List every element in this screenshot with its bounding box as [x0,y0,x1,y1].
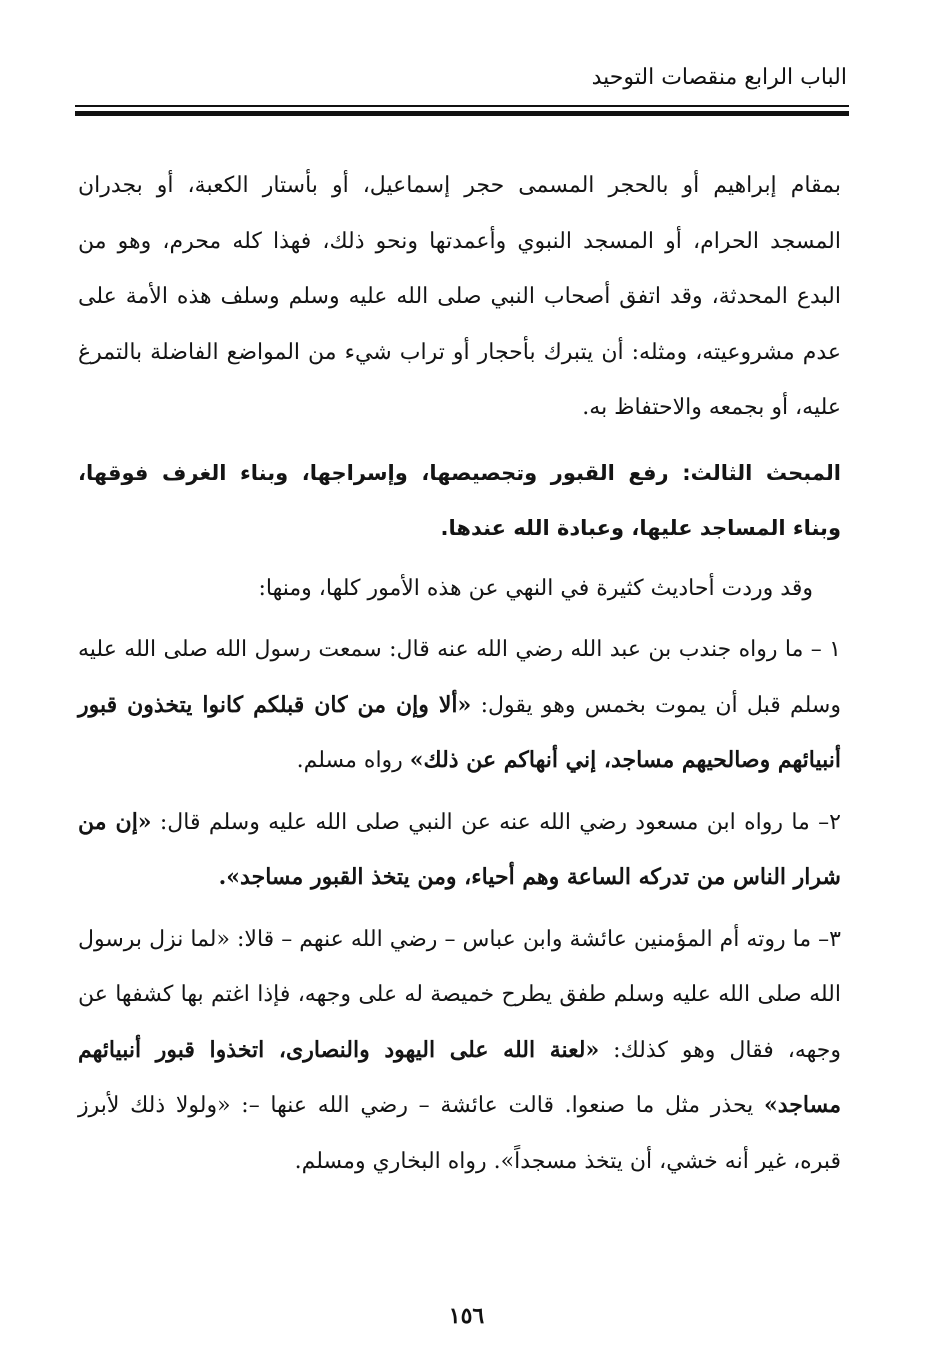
header-rule-thin [75,105,849,107]
section-heading: المبحث الثالث: رفع القبور وتجصيصها، وإسراجها، وبناء الغرف فوقها، وبناء المساجد عليها، وعبادة الله عندها. [78,460,841,540]
hadith-2-narration: ٢– ما رواه ابن مسعود رضي الله عنه عن النبي صلى الله عليه وسلم قال: [151,809,841,835]
paragraph-continuation: بمقام إبراهيم أو بالحجر المسمى حجر إسماعيل، أو بأستار الكعبة، أو بجدران المسجد الحرام، أو المسجد النبوي وأعمدتها ونحو ذلك، فهذا كله محرم، وهو من البدع المحدثة، وقد اتفق أصحاب النبي صلى الله عليه وسلم وسلف هذه الأمة على عدم مشروعيته، ومثله: أن يتبرك بأحجار أو تراب شيء من المواضع الفاضلة بالتمرغ عليه، أو بجمعه والاحتفاظ به. [78,173,841,420]
hadith-3-quote: «لعنة الله على اليهود والنصارى، اتخذوا قبور أنبيائهم مساجد» [78,1036,841,1118]
hadith-3 [78,912,841,1190]
running-header: الباب الرابع منقصات التوحيد [591,65,847,90]
hadith-2 [78,795,841,906]
header-rule-thick [75,111,849,116]
hadith-3-narration: ٣– ما روته أم المؤمنين عائشة وابن عباس – رضي الله عنهم – قالا: «لما نزل برسول الله صلى الله عليه وسلم طفق يطرح خميصة له على وجهه، فإذا اغتم بها كشفها عن وجهه، فقال وهو كذلك: [78,926,841,1063]
body-text [78,158,841,1189]
hadith-3-continuation: يحذر مثل ما صنعوا. قالت عائشة – رضي الله عنها –: «ولولا ذلك لأبرز قبره، غير أنه خشي، أن يتخذ مسجداً». رواه البخاري ومسلم. [78,1093,841,1174]
hadith-1 [78,622,841,789]
hadith-1-quote: «ألا وإن من كان قبلكم كانوا يتخذون قبور أنبيائهم وصالحيهم مساجد، إني أنهاكم عن ذلك» [78,691,841,773]
hadith-1-narration: ١ – ما رواه جندب بن عبد الله رضي الله عنه قال: سمعت رسول الله صلى الله عليه وسلم قبل أن يموت بخمس وهو يقول: [78,637,841,718]
paragraph-intro: وقد وردت أحاديث كثيرة في النهي عن هذه الأمور كلها، ومنها: [258,575,813,601]
hadith-1-source: رواه مسلم. [296,748,410,773]
hadith-2-quote: «إن من شرار الناس من تدركه الساعة وهم أحياء، ومن يتخذ القبور مساجد». [78,808,841,890]
page-number: ١٥٦ [448,1303,485,1329]
